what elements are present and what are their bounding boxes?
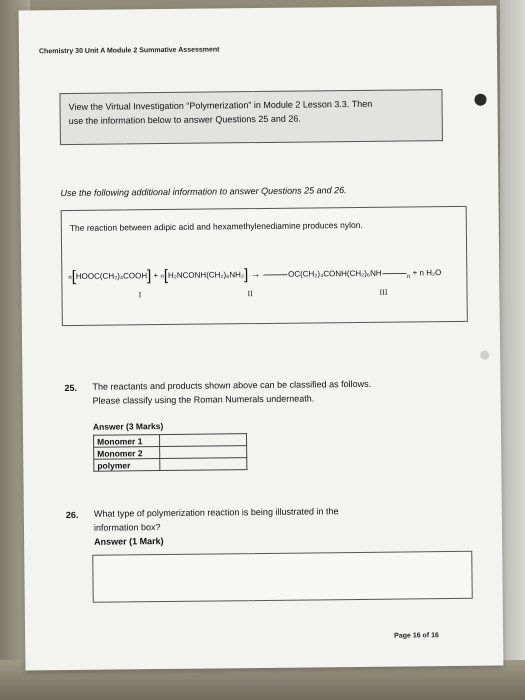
answer-25-label: Answer (3 Marks) [92,421,164,432]
background-right [500,0,525,700]
answer-cell-monomer-1[interactable] [160,434,247,447]
page-header: Chemistry 30 Unit A Module 2 Summative Assessment [38,46,220,56]
instruction-line: use the information below to answer Questions 25 and 26. [68,113,301,127]
answer-26-label: Answer (1 Mark) [94,536,164,547]
polymer-product: OC(CH₂)₄CONH(CH₂)₆NH [288,268,382,279]
page-number: Page 16 of 16 [394,632,439,640]
question-25-text [92,377,371,408]
coefficient: n [160,274,164,281]
subscript-n: n [407,274,411,281]
question-line: The reactants and products shown above can be classified as follows. [92,378,372,392]
answer-cell-polymer[interactable] [160,458,247,471]
question-line: Please classify using the Roman Numerals underneath. [92,393,315,406]
question-26-number: 26. [65,509,79,521]
binder-hole-icon [480,351,489,360]
answer-26-box[interactable] [92,551,472,603]
worksheet-page [19,6,504,671]
row-label: Monomer 2 [94,447,160,460]
info-statement: The reaction between adipic acid and hexamethylenediamine produces nylon. [69,219,363,233]
reactant-2: H₂NCONH(CH₂)₆NH₂ [167,270,245,280]
questions-intro: Use the following additional information to answer Questions 25 and 26. [60,185,347,199]
question-26-text [94,504,339,549]
reactant-1: HOOC(CH₂)₄COOH [75,271,148,281]
roman-label-iii: III [379,287,388,297]
reaction-equation: n[HOOC(CH₂)₄COOH] + n[H₂NCONH(CH₂)₆NH₂] → $⸺OC(CH_2)_4CONH(CH_2)_6NH⸺_n + n$ H₂O [68,264,442,285]
row-label: polymer [94,459,160,472]
answer-cell-monomer-2[interactable] [160,446,247,459]
instruction-box [59,89,443,145]
row-label: Monomer 1 [94,435,160,448]
plus-sign: + [412,268,418,278]
plus-sign: + [153,271,159,281]
roman-label-ii: II [247,289,253,299]
classification-table [93,433,247,472]
byproduct: n H₂O [419,268,442,278]
binder-hole-icon [474,94,486,106]
question-25-number: 25. [64,382,78,394]
info-box [61,206,468,326]
roman-label-i: I [138,290,142,300]
question-line: information box? [93,522,161,533]
coefficient: n [68,274,72,282]
table-row [94,458,247,472]
question-line: What type of polymerization reaction is being illustrated in the [93,506,339,519]
reaction-arrow-icon: → [250,269,261,281]
instruction-line: View the Virtual Investigation “Polymerization” in Module 2 Lesson 3.3. Then [68,98,373,113]
